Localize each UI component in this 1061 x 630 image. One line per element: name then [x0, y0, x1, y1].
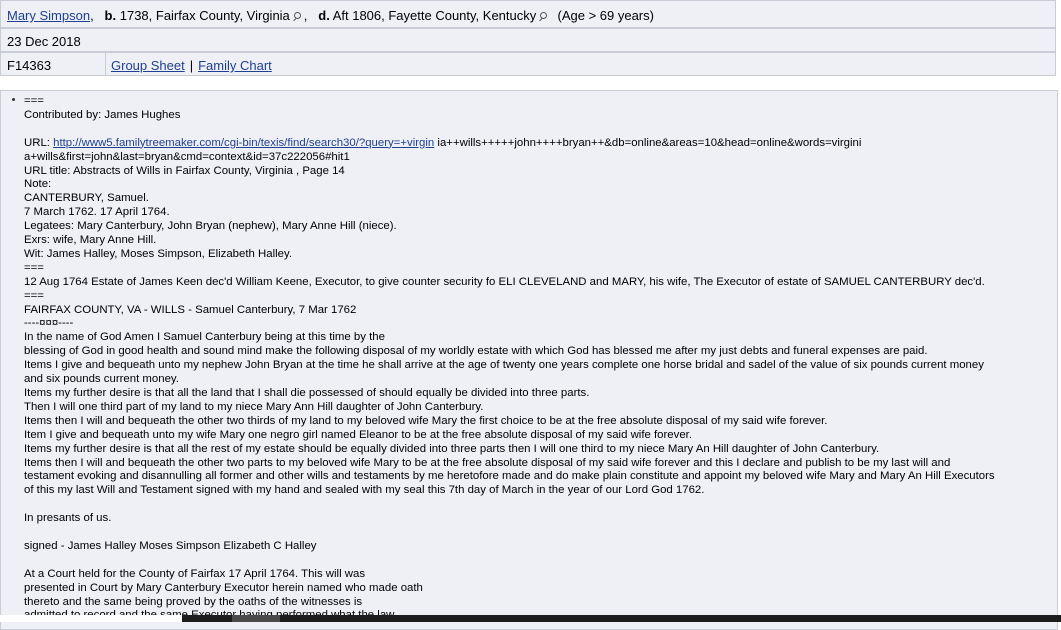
link-separator: |	[189, 58, 194, 73]
note-separator-3: ===	[24, 289, 44, 302]
note-signed: signed - James Halley Moses Simpson Elizabeth C Halley	[24, 539, 317, 552]
birth-label: b.	[104, 8, 117, 23]
person-name-link[interactable]: Mary Simpson	[7, 8, 91, 23]
will-line-1: In the name of God Amen I Samuel Canterbury being at this time by the	[24, 331, 385, 344]
note-legatees: Legatees: Mary Canterbury, John Bryan (nephew), Mary Anne Hill (niece).	[24, 220, 397, 233]
note-estate: 12 Aug 1764 Estate of James Keen dec'd William Keene, Executor, to give counter security fo ELI CLEVELAND and MARY, his wife, The Executor of estate of SAMUEL CANTERBURY dec'd.	[24, 275, 985, 288]
person-summary: Mary Simpson, b. 1738, Fairfax County, Virginia , d. Aft 1806, Fayette County, Kentucky (Age > 69 years)	[7, 8, 654, 23]
note-separator-2: ===	[24, 261, 44, 274]
birth-place-search-icon[interactable]	[292, 12, 301, 21]
record-links	[111, 58, 272, 73]
date-row	[0, 28, 1056, 52]
court-line-3: thereto and the same being proved by the oaths of the witnesses is	[24, 595, 363, 608]
will-line-11: testament evoking and disannulling all former and other wills and testaments by me heretofore made and do make plain constitute and appoint my beloved wife Mary and Mary An Hill Executors	[24, 470, 995, 483]
will-line-7: Items then I will and bequeath the other two thirds of my land to my beloved wife Mary the first choice to be at the free absolute disposal of my said wife forever.	[24, 414, 828, 427]
will-line-3: Items I give and bequeath unto my nephew John Bryan at the time he shall arrive at the age of twenty one years complete one horse bridal and sadel of the value of six pounds current money	[24, 359, 984, 372]
group-sheet-link[interactable]: Group Sheet	[111, 58, 185, 73]
taskbar-item[interactable]	[232, 615, 280, 622]
last-modified-date: 23 Dec 2018	[7, 34, 81, 49]
will-line-8: Item I give and bequeath unto my wife Mary one negro girl named Eleanor to be at the free absolute disposal of my said wife forever.	[24, 428, 692, 441]
will-line-5: Items my further desire is that all the land that I shall die possessed of should equally be divided into three parts.	[24, 387, 590, 400]
death-label: d.	[318, 8, 330, 23]
person-header-row	[0, 0, 1056, 28]
note-dash-divider: ----¤¤¤----	[24, 317, 74, 330]
will-line-10: Items then I will and bequeath the other two parts to my beloved wife Mary to be at the free absolute disposal of my said wife forever and this I declare and publish to be my last will and	[24, 456, 951, 469]
death-place-search-icon[interactable]	[538, 12, 547, 21]
record-id-row	[0, 52, 1056, 76]
note-witnesses: Wit: James Halley, Moses Simpson, Elizabeth Halley.	[24, 247, 292, 260]
name-suffix: ,	[90, 8, 94, 23]
will-line-2: blessing of God in good health and sound mind make the following disposal of my worldly estate with which God has blessed me after my just debts and funeral expenses are paid.	[24, 345, 928, 358]
taskbar-gap	[0, 615, 182, 622]
birth-value: 1738, Fairfax County, Virginia	[119, 8, 290, 23]
court-line-1: At a Court held for the County of Fairfax 17 April 1764. This will was	[24, 567, 366, 580]
court-line-2: presented in Court by Mary Canterbury Executor herein named who made oath	[24, 581, 423, 594]
note-fairfax-heading: FAIRFAX COUNTY, VA - WILLS - Samuel Canterbury, 7 Mar 1762	[24, 303, 357, 316]
cell-divider	[105, 53, 106, 75]
note-label: Note:	[24, 178, 52, 191]
url-continuation: ia++wills+++++john++++bryan++&db=online&areas=10&head=online&words=virgini	[437, 136, 862, 149]
death-value: Aft 1806, Fayette County, Kentucky	[332, 8, 537, 23]
will-line-4: and six pounds current money.	[24, 373, 179, 386]
notes-panel	[0, 90, 1058, 630]
family-chart-link[interactable]: Family Chart	[198, 58, 272, 73]
note-executors: Exrs: wife, Mary Anne Hill.	[24, 234, 157, 247]
note-url-line	[24, 137, 1052, 151]
source-url-link[interactable]: http://www5.familytreemaker.com/cgi-bin/texis/find/search30/?query=+virgin	[53, 136, 435, 149]
note-separator: ===	[24, 95, 44, 107]
will-line-6: Then I will one third part of my land to my niece Mary Ann Hill daughter of John Canterbury.	[24, 400, 484, 413]
note-dates: 7 March 1762. 17 April 1764.	[24, 206, 170, 219]
notes-text	[24, 95, 1052, 623]
taskbar-strip	[0, 615, 1061, 622]
url-label: URL:	[24, 136, 50, 149]
note-url-line2: a+wills&first=john&last=bryan&cmd=context&id=37c222056#hit1	[24, 150, 350, 163]
note-url-title: URL title: Abstracts of Wills in Fairfax County, Virginia , Page 14	[24, 164, 345, 177]
note-contributor: Contributed by: James Hughes	[24, 108, 181, 121]
will-line-9: Items my further desire is that all the rest of my estate should be equally divided into three parts then I will one third to my niece Mary An Hill daughter of John Canterbury.	[24, 442, 880, 455]
age-text: (Age > 69 years)	[557, 8, 654, 23]
will-line-12: of this my last Will and Testament signed with my hand and sealed with my seal this 7th day of March in the year of our Lord God 1762.	[24, 484, 705, 497]
list-bullet	[12, 98, 15, 101]
note-presents: In presants of us.	[24, 512, 112, 525]
note-canterbury: CANTERBURY, Samuel.	[24, 192, 149, 205]
family-id: F14363	[7, 58, 52, 73]
